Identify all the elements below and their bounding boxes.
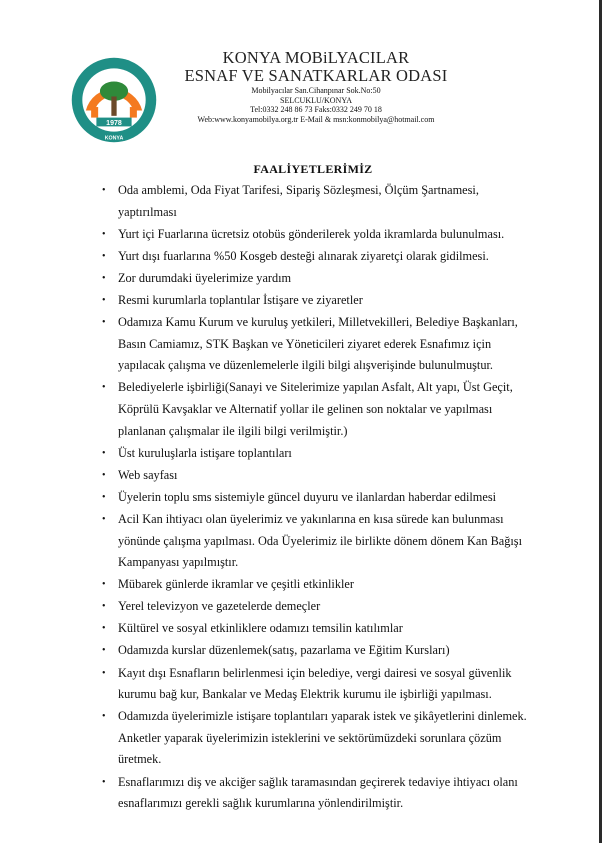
letterhead xyxy=(0,0,600,150)
list-item-text: Odamızda üyelerimizle istişare toplantıları yaparak istek ve şikâyetlerini dinlemek. Anketler yaparak üyelerimizin isteklerini ve sektörümüzdeki sorunlara çözüm üretmek. xyxy=(118,709,527,767)
list-item-text: Zor durumdaki üyelerimize yardım xyxy=(118,270,292,285)
list-item xyxy=(100,443,540,465)
bullet-icon: • xyxy=(102,579,106,591)
bullet-icon: • xyxy=(102,601,106,613)
bullet-icon: • xyxy=(102,250,106,262)
list-item xyxy=(100,290,540,312)
list-item-text: Oda amblemi, Oda Fiyat Tarifesi, Sipariş Sözleşmesi, Ölçüm Şartnamesi, yaptırılması xyxy=(118,183,479,219)
bullet-icon: • xyxy=(102,623,106,635)
address-line: Mobilyacılar San.Cihanpınar Sok.No:50 xyxy=(251,86,381,95)
bullet-icon: • xyxy=(102,491,106,503)
list-item xyxy=(100,574,540,596)
list-item-text: Esnaflarımızı diş ve akciğer sağlık taramasından geçirerek tedaviye ihtiyacı olanı esnaflarımızı gerekli sağlık kurumlarına yönlendirilmiştir. xyxy=(118,774,518,811)
bullet-icon: • xyxy=(102,294,106,306)
bullet-icon: • xyxy=(102,513,106,525)
bullet-icon: • xyxy=(102,272,106,284)
list-item-text: Odamızda kurslar düzenlemek(satış, pazarlama ve Eğitim Kursları) xyxy=(118,643,450,658)
web-email-line: Web:www.konyamobilya.org.tr E-Mail & msn:konmobilya@hotmail.com xyxy=(197,115,435,124)
bullet-icon: • xyxy=(102,776,106,788)
bullet-icon: • xyxy=(102,469,106,481)
list-item-text: Mübarek günlerde ikramlar ve çeşitli etkinlikler xyxy=(118,577,354,592)
list-item-text: Web sayfası xyxy=(118,467,178,482)
list-item-text: Üyelerin toplu sms sistemiyle güncel duyuru ve ilanlardan haberdar edilmesi xyxy=(118,489,497,504)
activities-list xyxy=(100,180,540,815)
list-item xyxy=(100,487,540,509)
bullet-icon: • xyxy=(102,667,106,679)
list-item xyxy=(100,268,540,290)
list-item-text: Kayıt dışı Esnafların belirlenmesi için belediye, vergi dairesi ve sosyal güvenlik kurumu bağ kur, Bankalar ve Medaş Elektrik kurumu ile işbirliği yapılması. xyxy=(118,665,512,702)
list-item-text: Yerel televizyon ve gazetelerde demeçler xyxy=(118,599,321,614)
list-item xyxy=(100,246,540,268)
list-item-text: Üst kuruluşlarla istişare toplantıları xyxy=(118,445,292,460)
logo-year: 1978 xyxy=(106,120,122,128)
list-item xyxy=(100,772,540,815)
list-item xyxy=(100,224,540,246)
bullet-icon: • xyxy=(102,645,106,657)
list-item xyxy=(100,465,540,487)
bullet-icon: • xyxy=(102,185,106,196)
logo-city: KONYA xyxy=(104,135,124,142)
list-item-text: Belediyelerle işbirliği(Sanayi ve Sitelerimize yapılan Asfalt, Alt yapı, Üst Geçit, Köprülü Kavşaklar ve Alternatif yollar ile gelinen son noktalar ve yapılması planlanan çalışmalar ile ilgili bilgi verilmiştir.) xyxy=(118,380,513,438)
list-item xyxy=(100,618,540,640)
bullet-icon: • xyxy=(102,447,106,459)
org-title-line1: KONYA MOBiLYACILAR xyxy=(222,48,410,67)
list-item-text: Resmi kurumlarla toplantılar İstişare ve ziyaretler xyxy=(118,292,363,307)
bullet-icon: • xyxy=(102,711,106,723)
list-item xyxy=(100,180,540,223)
list-item-text: Odamıza Kamu Kurum ve kuruluş yetkileri, Milletvekilleri, Belediye Başkanları, Basın Camiamız, STK Başkan ve Yöneticileri ziyaret ederek Esnafımız için yapılacak çalışma ve düzenlemelerle ilgili bilgi alışverişinde bulunulmuştur. xyxy=(118,315,518,373)
bullet-icon: • xyxy=(102,382,106,394)
list-item-text: Kültürel ve sosyal etkinliklere odamızı temsilin katılımlar xyxy=(118,621,403,636)
list-item xyxy=(100,663,540,706)
bullet-icon: • xyxy=(102,228,106,240)
org-title-line2: ESNAF VE SANATKARLAR ODASI xyxy=(184,66,448,85)
list-item xyxy=(100,312,540,377)
section-title: FAALİYETLERİMİZ xyxy=(253,162,373,176)
list-item-text: Acil Kan ihtiyacı olan üyelerimiz ve yakınlarına en kısa sürede kan bulunması yönünde çalışma yapılması. Oda Üyelerimiz ile birlikte dönem dönem Kan Bağışı Kampanyası yapılmıştır. xyxy=(118,511,522,570)
list-item xyxy=(100,509,540,574)
phone-fax-line: Tel:0332 248 86 73 Faks:0332 249 70 18 xyxy=(250,105,382,114)
list-item xyxy=(100,706,540,771)
list-item xyxy=(100,596,540,618)
list-item-text: Yurt içi Fuarlarına ücretsiz otobüs gönderilerek yolda ikramlarda bulunulması. xyxy=(118,226,505,241)
bullet-icon: • xyxy=(102,317,106,329)
list-item xyxy=(100,640,540,662)
list-item xyxy=(100,377,540,442)
city-line: SELCUKLU/KONYA xyxy=(280,95,352,105)
list-item-text: Yurt dışı fuarlarına %50 Kosgeb desteği alınarak ziyaretçi olarak gidilmesi. xyxy=(118,248,489,263)
